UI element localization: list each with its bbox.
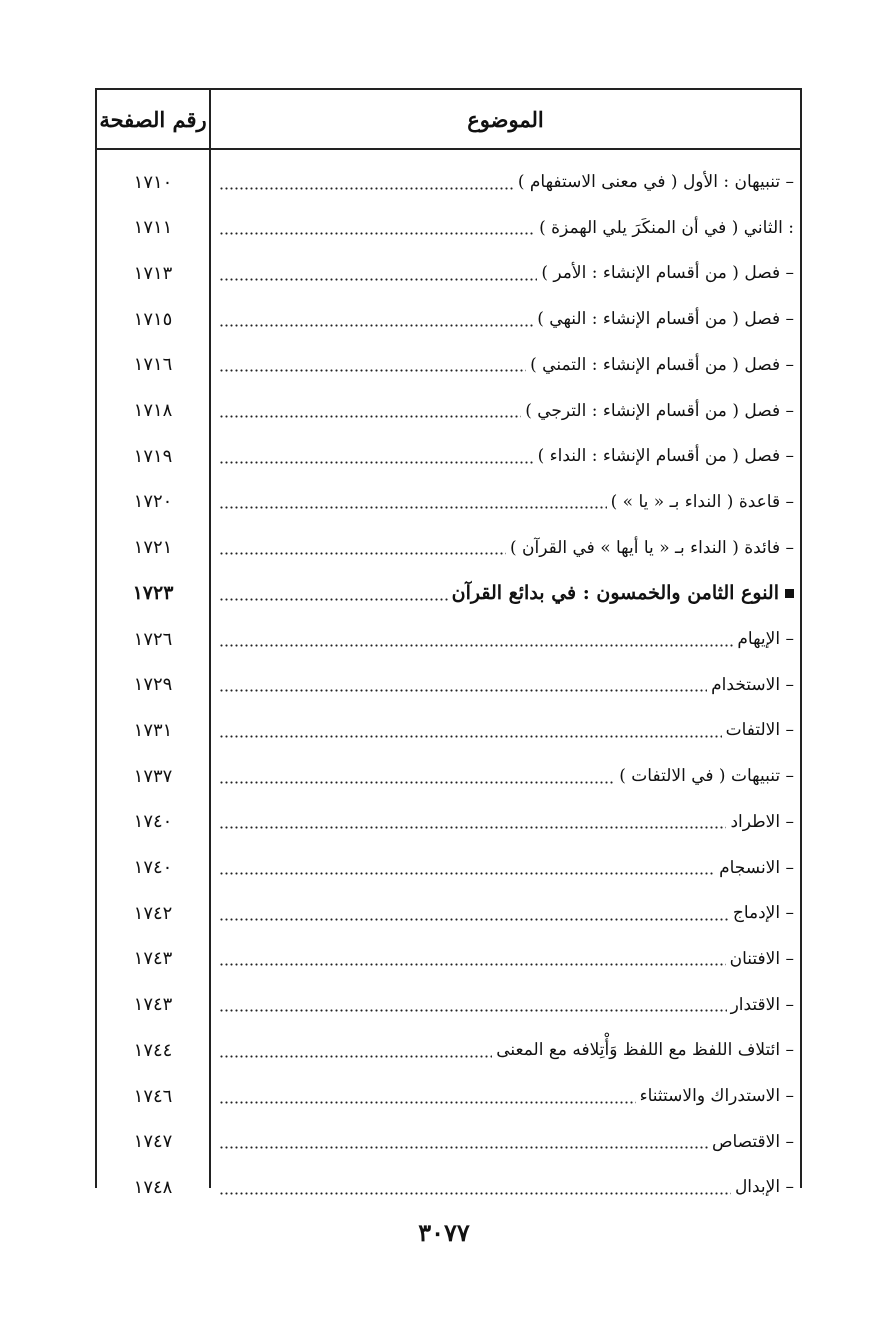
- toc-entry: [219, 891, 794, 935]
- toc-entry: [219, 206, 794, 250]
- toc-row: [97, 206, 800, 250]
- toc-section-heading-row: [97, 571, 800, 615]
- toc-entry: [219, 800, 794, 844]
- toc-page-number: ١٧٤٤: [133, 1039, 173, 1061]
- toc-entry-title: – الالتفات: [725, 720, 794, 741]
- toc-entry-title: – الإدماج: [732, 903, 794, 924]
- dot-leader: [219, 461, 534, 464]
- topic-column-header: الموضوع: [467, 106, 544, 132]
- toc-row: [97, 617, 800, 661]
- dot-leader: [219, 1101, 636, 1104]
- dot-leader: [219, 187, 514, 190]
- dot-leader: [219, 918, 729, 921]
- toc-entry: [219, 1028, 794, 1072]
- toc-page-number: ١٧١٠: [133, 171, 173, 193]
- toc-entry-title: – فصل ( من أقسام الإنشاء : الترجي ): [525, 400, 794, 421]
- toc-entry: [219, 160, 794, 204]
- toc-entry: [219, 343, 794, 387]
- toc-entry-title: – الاستدراك والاستثناء: [639, 1086, 794, 1106]
- dot-leader: [219, 278, 537, 281]
- toc-entry-title: النوع الثامن والخمسون : في بدائع القرآن: [451, 582, 779, 605]
- toc-row: [97, 1074, 800, 1118]
- toc-entry-title: – فصل ( من أقسام الإنشاء : الأمر ): [541, 263, 794, 284]
- dot-leader: [219, 232, 535, 235]
- toc-entry-title: – الاستخدام: [711, 674, 794, 695]
- dot-leader: [219, 689, 707, 692]
- page-number-column-header: رقم الصفحة: [99, 106, 207, 132]
- toc-entry: [219, 754, 794, 798]
- toc-entry-title: – قاعدة ( النداء بـ « يا » ): [610, 491, 794, 512]
- toc-entry-title: – فصل ( من أقسام الإنشاء : النهي ): [537, 309, 794, 330]
- toc-row: [97, 480, 800, 524]
- toc-entry: [219, 251, 794, 295]
- toc-page-number: ١٧٣٧: [133, 765, 173, 787]
- dot-leader: [219, 963, 726, 966]
- toc-page-number: ١٧١٩: [133, 445, 173, 467]
- toc-entry-title: – الاقتدار: [730, 994, 794, 1015]
- dot-leader: [219, 369, 526, 372]
- toc-row: [97, 526, 800, 570]
- toc-row: [97, 846, 800, 890]
- dot-leader: [219, 781, 615, 784]
- toc-page-number: ١٧٤٣: [133, 994, 173, 1016]
- toc-entry: [219, 571, 794, 615]
- square-bullet-icon: [785, 589, 794, 598]
- toc-row: [97, 1028, 800, 1072]
- dot-leader: [219, 506, 607, 509]
- page-number-footer: ٣٠٧٧: [418, 1218, 470, 1247]
- toc-page-number: ١٧٢٣: [132, 582, 174, 605]
- toc-row: [97, 1120, 800, 1164]
- toc-entry: [219, 983, 794, 1027]
- toc-page-number: ١٧١٦: [133, 354, 173, 376]
- dot-leader: [219, 1192, 731, 1195]
- toc-row: [97, 389, 800, 433]
- toc-entry: [219, 937, 794, 981]
- dot-leader: [219, 415, 521, 418]
- toc-row: [97, 983, 800, 1027]
- dot-leader: [219, 735, 722, 738]
- toc-page-number: ١٧١٣: [133, 262, 173, 284]
- dot-leader: [219, 598, 448, 601]
- toc-page-number: ١٧٤٢: [133, 902, 173, 924]
- toc-table: [95, 88, 802, 1198]
- toc-entry-title: – الإبدال: [734, 1177, 794, 1198]
- toc-page-number: ١٧٢٠: [133, 491, 173, 513]
- toc-page-number: ١٧٤٣: [133, 948, 173, 970]
- toc-row: [97, 937, 800, 981]
- toc-row: [97, 1165, 800, 1209]
- toc-entry-title: – تنبيهات ( في الالتفات ): [619, 766, 794, 787]
- toc-entry-title: – الاطراد: [730, 811, 794, 832]
- toc-row: [97, 434, 800, 478]
- toc-entry: [219, 1165, 794, 1209]
- toc-entry: [219, 389, 794, 433]
- toc-entry-title: – تنبيهان : الأول ( في معنى الاستفهام ): [517, 172, 794, 192]
- toc-page-number: ١٧٢١: [133, 537, 173, 559]
- header-rule: [97, 148, 800, 150]
- toc-entry-title: – الانسجام: [719, 857, 794, 878]
- toc-page-number: ١٧٢٦: [133, 628, 173, 650]
- toc-row: [97, 800, 800, 844]
- dot-leader: [219, 644, 733, 647]
- toc-row: [97, 663, 800, 707]
- toc-entry-title: – ائتلاف اللفظ مع اللفظ وَأْتِلافه مع المعنى: [496, 1040, 794, 1061]
- toc-entry-title: – الإيهام: [737, 629, 794, 649]
- toc-entry: [219, 846, 794, 890]
- toc-entry-title: : الثاني ( في أن المنكَرَ يلي الهمزة ): [539, 217, 794, 238]
- toc-row: [97, 891, 800, 935]
- toc-row: [97, 708, 800, 752]
- toc-page-number: ١٧٤٧: [133, 1131, 173, 1153]
- toc-row: [97, 343, 800, 387]
- toc-page-number: ١٧١٥: [133, 308, 173, 330]
- toc-entry-title: – فائدة ( النداء بـ « يا أيها » في القرآن ): [509, 537, 794, 558]
- dot-leader: [219, 826, 726, 829]
- toc-entry-title: – الاقتصاص: [711, 1131, 794, 1152]
- toc-page-number: ١٧٤٠: [133, 811, 173, 833]
- toc-entry: [219, 663, 794, 707]
- toc-entry-title: – الافتنان: [729, 948, 794, 969]
- dot-leader: [219, 1055, 492, 1058]
- dot-leader: [219, 872, 715, 875]
- toc-page-number: ١٧٤٨: [133, 1176, 173, 1198]
- toc-page-number: ١٧٤٦: [133, 1085, 173, 1107]
- toc-page-number: ١٧٤٠: [133, 857, 173, 878]
- toc-row: [97, 754, 800, 798]
- dot-leader: [219, 1146, 708, 1149]
- dot-leader: [219, 552, 506, 555]
- toc-entry: [219, 297, 794, 341]
- toc-entry-title: – فصل ( من أقسام الإنشاء : التمني ): [530, 354, 794, 375]
- toc-row: [97, 251, 800, 295]
- toc-entry: [219, 526, 794, 570]
- toc-entry-title: – فصل ( من أقسام الإنشاء : النداء ): [537, 446, 794, 467]
- toc-entry: [219, 617, 794, 661]
- toc-row: [97, 297, 800, 341]
- toc-page-number: ١٧١١: [133, 217, 173, 239]
- toc-entry: [219, 434, 794, 478]
- toc-entry: [219, 708, 794, 752]
- toc-page-number: ١٧١٨: [133, 400, 173, 421]
- dot-leader: [219, 1009, 727, 1012]
- toc-page-number: ١٧٢٩: [133, 674, 173, 696]
- toc-entry: [219, 1120, 794, 1164]
- toc-entry: [219, 1074, 794, 1118]
- toc-row: [97, 160, 800, 204]
- toc-entry: [219, 480, 794, 524]
- dot-leader: [219, 324, 533, 327]
- toc-page-number: ١٧٣١: [133, 719, 173, 741]
